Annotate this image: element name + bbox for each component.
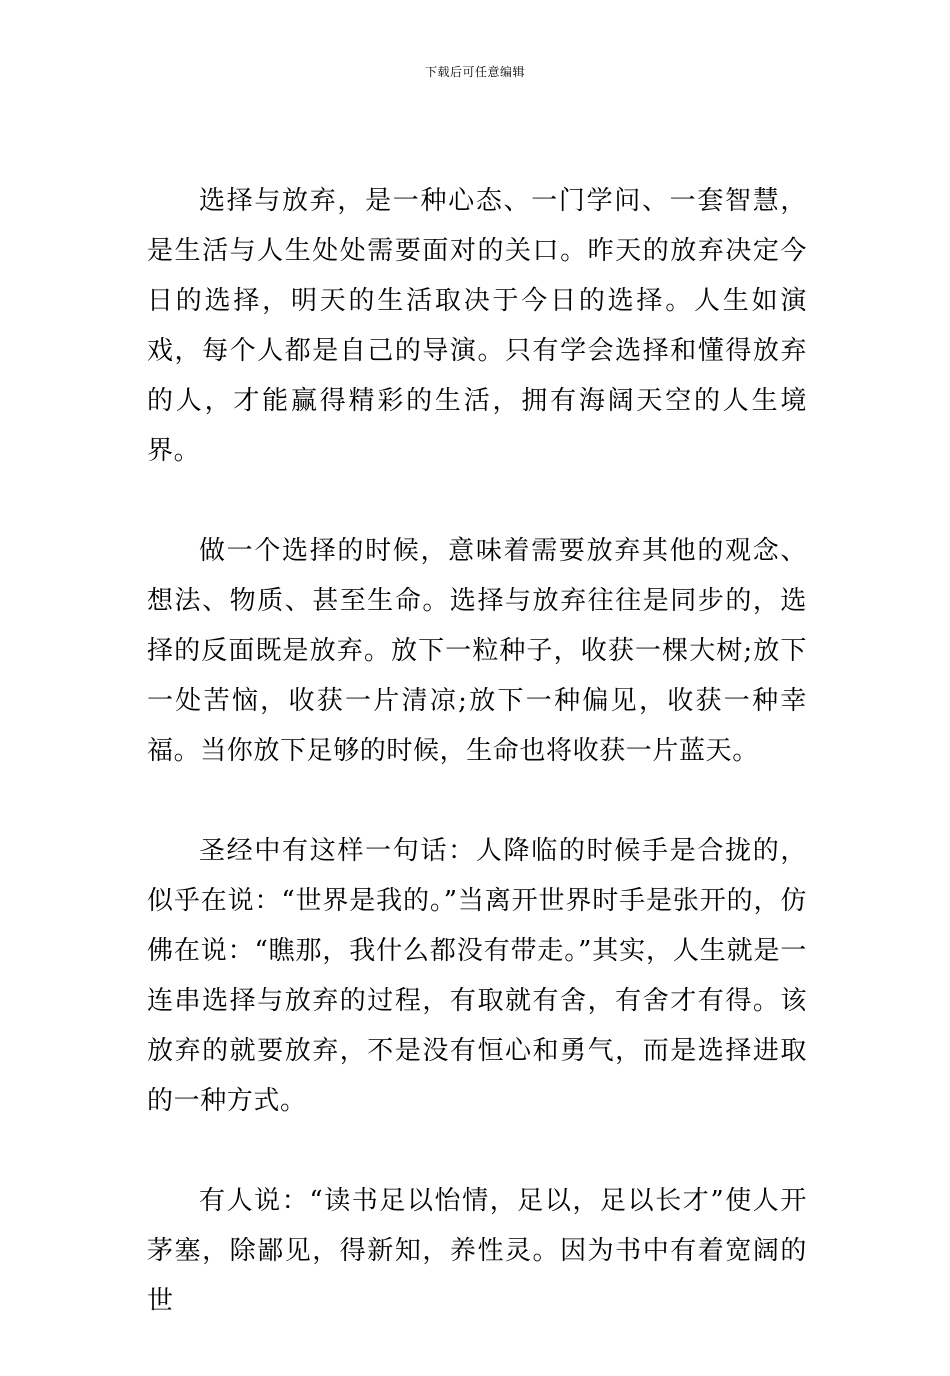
paragraph: 选择与放弃，是一种心态、一门学问、一套智慧，是生活与人生处处需要面对的关口。昨天的放弃决定今日的选择，明天的生活取决于今日的选择。人生如演戏，每个人都是自己的导演。只有学会选择和懂得放弃的人，才能赢得精彩的生活，拥有海阔天空的人生境界。 bbox=[147, 186, 807, 466]
document-body bbox=[147, 176, 807, 1376]
header-note: 下载后可任意编辑 bbox=[424, 65, 525, 79]
paragraph: 圣经中有这样一句话：人降临的时候手是合拢的，似乎在说：“世界是我的。”当离开世界时手是张开的，仿佛在说：“瞧那，我什么都没有带走。”其实，人生就是一连串选择与放弃的过程，有取就有舍，有舍才有得。该放弃的就要放弃，不是没有恒心和勇气，而是选择进取的一种方式。 bbox=[147, 836, 807, 1116]
paragraph: 有人说：“读书足以怡情，足以，足以长才”使人开茅塞，除鄙见，得新知，养性灵。因为书中有着宽阔的世 bbox=[147, 1186, 807, 1316]
paragraph: 做一个选择的时候，意味着需要放弃其他的观念、想法、物质、甚至生命。选择与放弃往往是同步的，选择的反面既是放弃。放下一粒种子，收获一棵大树;放下一处苦恼，收获一片清凉;放下一种偏见，收获一种幸福。当你放下足够的时候，生命也将收获一片蓝天。 bbox=[147, 536, 807, 766]
